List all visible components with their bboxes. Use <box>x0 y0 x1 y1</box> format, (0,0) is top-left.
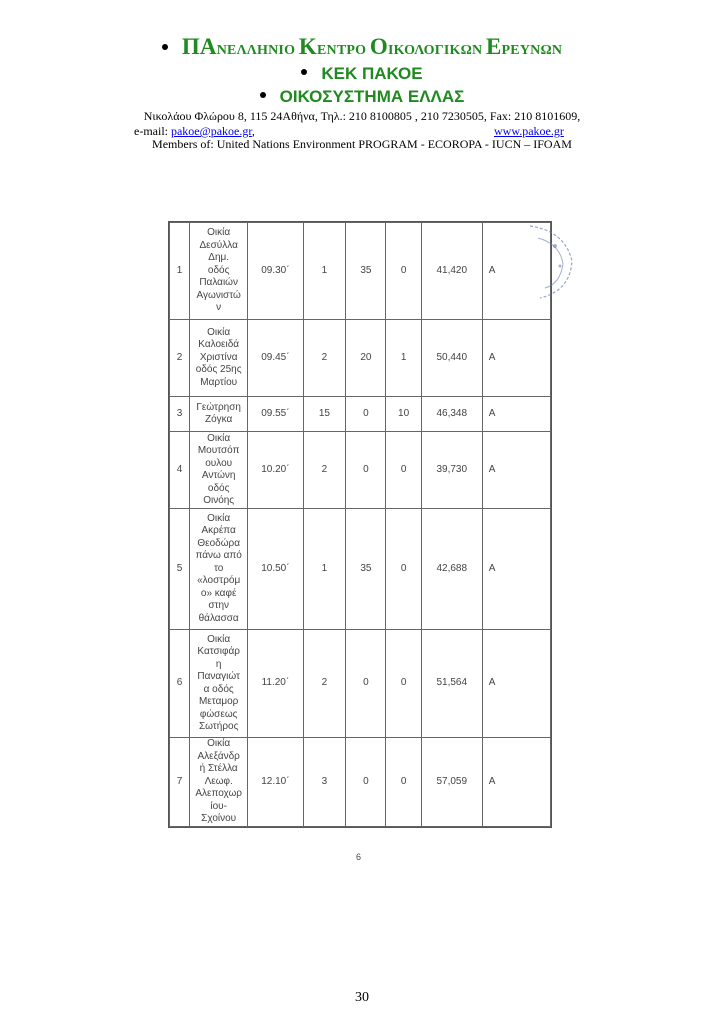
time-cell: 11.20΄ <box>248 630 303 738</box>
email-suffix: , <box>251 124 255 138</box>
location-line: οδός <box>207 482 230 494</box>
location-line: θάλασσα <box>198 612 239 624</box>
location-line: Οινόης <box>203 495 235 506</box>
location-line: Ζόγκα <box>205 414 233 425</box>
value-cell: 0 <box>386 509 421 630</box>
location-line: Χριστίνα <box>199 351 238 363</box>
value-cell: 2 <box>303 630 346 738</box>
scanned-table <box>168 221 552 828</box>
value-cell: 1 <box>303 509 346 630</box>
location-line: Παναγιώτ <box>197 671 240 682</box>
value-cell: 0 <box>346 397 386 432</box>
location-cell <box>190 320 248 397</box>
value-cell: 10 <box>386 397 421 432</box>
table-row <box>170 223 551 320</box>
location-line: α οδός <box>203 683 234 695</box>
measurement-cell: 46,348 <box>421 397 482 432</box>
location-line: Δεσύλλα <box>199 239 238 251</box>
org-name-line <box>0 34 724 60</box>
location-cell <box>190 509 248 630</box>
org-subtitle: ΚΕΚ ΠΑΚΟΕ <box>321 64 423 83</box>
org-name-part: Κ <box>298 34 317 59</box>
value-cell: 0 <box>346 630 386 738</box>
value-cell: 0 <box>346 432 386 509</box>
org-name-part: ΡΕΥΝΩΝ <box>501 43 563 58</box>
location-line: ουλου <box>205 457 233 469</box>
grade-cell: A <box>482 738 550 827</box>
grade-cell: A <box>482 630 550 738</box>
org-name-part: ΠΑ <box>181 34 217 59</box>
row-number: 3 <box>170 397 190 432</box>
location-line: στην <box>208 600 230 612</box>
page-number: 30 <box>355 990 369 1005</box>
measurement-table <box>169 222 551 827</box>
location-line: οδός 25ης <box>195 364 242 376</box>
location-line: Οικία <box>207 432 231 444</box>
value-cell: 0 <box>386 738 421 827</box>
time-cell: 10.20΄ <box>248 432 303 509</box>
location-line: Αλεξάνδρ <box>197 750 240 762</box>
location-line: Κατσιφάρ <box>197 646 240 657</box>
members-line: Members of: United Nations Environment PROGRAM - ECOROPA - IUCN – IFOAM <box>152 137 572 151</box>
location-line: Ακρέπα <box>201 525 236 537</box>
table-body <box>170 223 551 827</box>
location-line: Οικία <box>207 326 231 338</box>
table-row <box>170 432 551 509</box>
org-subtitle-line-2 <box>0 87 724 107</box>
measurement-cell: 50,440 <box>421 320 482 397</box>
row-number: 1 <box>170 223 190 320</box>
location-line: η <box>215 658 222 670</box>
org-subtitle-2: ΟΙΚΟΣΥΣΤΗΜΑ ΕΛΛΑΣ <box>279 87 465 106</box>
value-cell: 35 <box>346 509 386 630</box>
row-number: 6 <box>170 630 190 738</box>
org-name-part: Ο <box>369 34 389 59</box>
value-cell: 35 <box>346 223 386 320</box>
location-line: Θεοδώρα <box>197 537 240 549</box>
grade-cell: A <box>482 509 550 630</box>
org-name-part: ΙΚΟΛΟΓΙΚΩΝ <box>388 43 486 58</box>
table-row <box>170 397 551 432</box>
location-line: Δημ. <box>208 252 230 264</box>
location-line: Μουτσόπ <box>197 445 240 456</box>
value-cell: 15 <box>303 397 346 432</box>
table-row <box>170 738 551 827</box>
location-cell <box>190 397 248 432</box>
location-line: το <box>213 562 224 574</box>
location-line: ο» καφέ <box>200 587 237 599</box>
location-line: φώσεως <box>199 708 238 720</box>
location-line: ν <box>216 302 222 314</box>
location-line: ίου- <box>210 800 227 812</box>
org-subtitle-line <box>0 64 724 84</box>
measurement-cell: 51,564 <box>421 630 482 738</box>
location-line: «λοστρόμ <box>197 575 241 587</box>
table-row <box>170 320 551 397</box>
measurement-cell: 57,059 <box>421 738 482 827</box>
table-row <box>170 630 551 738</box>
row-number: 7 <box>170 738 190 827</box>
value-cell: 0 <box>386 630 421 738</box>
org-name-part: ΝΕΛΛΗΝΙΟ <box>216 43 299 58</box>
time-cell: 10.50΄ <box>248 509 303 630</box>
website-link[interactable]: www.pakoe.gr <box>494 124 564 138</box>
table-row <box>170 509 551 630</box>
location-line: Αγωνιστώ <box>196 289 241 301</box>
row-number: 2 <box>170 320 190 397</box>
value-cell: 0 <box>386 432 421 509</box>
bullet-icon <box>162 44 168 50</box>
location-line: Σχοίνου <box>201 813 237 825</box>
row-number: 4 <box>170 432 190 509</box>
address-line: Νικολάου Φλώρου 8, 115 24Αθήνα, Τηλ.: 210 8100805 , 210 7230505, Fax: 210 8101609, <box>143 109 581 123</box>
location-cell <box>190 738 248 827</box>
value-cell: 0 <box>386 223 421 320</box>
location-cell <box>190 223 248 320</box>
time-cell: 09.45΄ <box>248 320 303 397</box>
location-cell <box>190 432 248 509</box>
measurement-cell: 39,730 <box>421 432 482 509</box>
value-cell: 20 <box>346 320 386 397</box>
value-cell: 0 <box>346 738 386 827</box>
email-label: e-mail: <box>134 124 171 138</box>
grade-cell: A <box>482 432 550 509</box>
location-line: Λεωφ. <box>204 775 233 787</box>
value-cell: 1 <box>386 320 421 397</box>
location-line: Οικία <box>207 738 231 750</box>
location-line: οδός <box>207 264 230 276</box>
measurement-cell: 42,688 <box>421 509 482 630</box>
measurement-cell: 41,420 <box>421 223 482 320</box>
location-line: Μεταμορ <box>198 696 239 707</box>
location-line: Αντώνη <box>201 470 236 481</box>
time-cell: 09.30΄ <box>248 223 303 320</box>
time-cell: 12.10΄ <box>248 738 303 827</box>
location-line: Καλοειδά <box>198 339 240 351</box>
org-name-part: ΕΝΤΡΟ <box>316 43 370 58</box>
location-line: Αλεποχωρ <box>195 788 242 800</box>
location-line: Οικία <box>207 512 231 524</box>
value-cell: 2 <box>303 432 346 509</box>
location-cell <box>190 630 248 738</box>
grade-cell: A <box>482 320 550 397</box>
value-cell: 2 <box>303 320 346 397</box>
grade-cell: A <box>482 223 550 320</box>
bullet-icon <box>260 92 266 98</box>
location-line: Γεώτρηση <box>196 401 241 413</box>
location-line: Σωτήρος <box>198 721 239 732</box>
value-cell: 3 <box>303 738 346 827</box>
row-number: 5 <box>170 509 190 630</box>
location-line: Παλαιών <box>199 277 238 289</box>
email-link[interactable]: pakoe@pakoe.gr <box>170 124 252 138</box>
location-line: Οικία <box>207 633 231 645</box>
scan-page-number: 6 <box>356 852 362 862</box>
location-line: ή Στέλλα <box>199 763 238 775</box>
location-line: Οικία <box>207 227 231 239</box>
location-line: Μαρτίου <box>200 376 238 388</box>
value-cell: 1 <box>303 223 346 320</box>
location-line: πάνω από <box>195 550 242 562</box>
grade-cell: A <box>482 397 550 432</box>
org-name-part: Ε <box>486 34 502 59</box>
bullet-icon <box>301 69 307 75</box>
time-cell: 09.55΄ <box>248 397 303 432</box>
